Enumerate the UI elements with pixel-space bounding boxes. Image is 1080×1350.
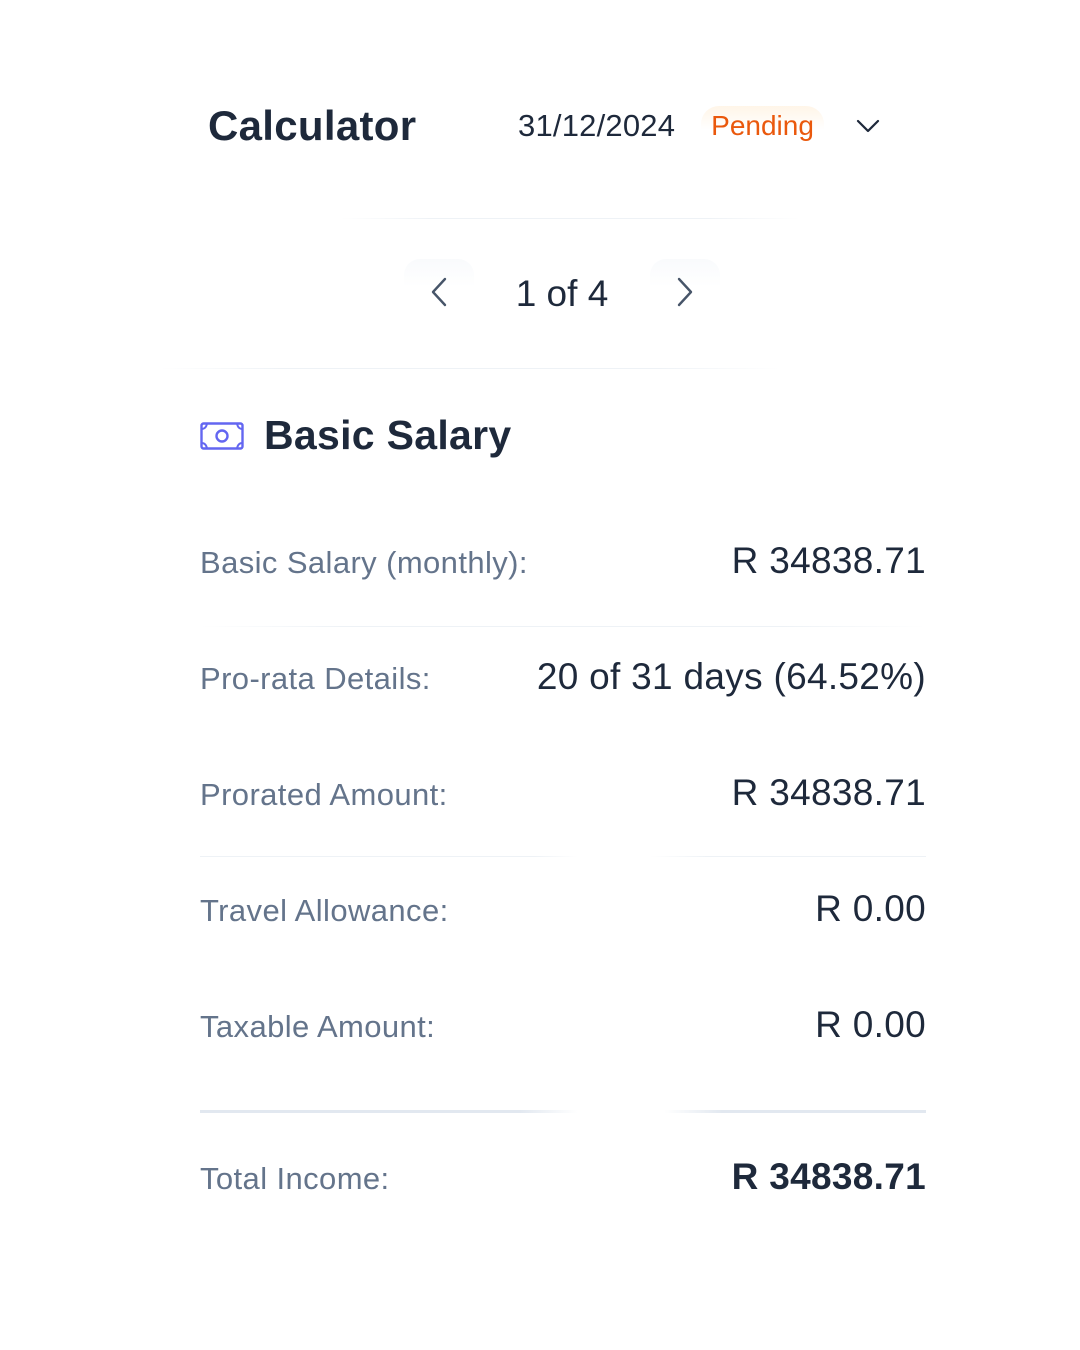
detail-row-travel-allowance xyxy=(200,888,926,930)
section-header xyxy=(200,412,512,459)
date-value: 31/12/2024 xyxy=(518,108,676,143)
row-divider xyxy=(200,856,926,857)
detail-row-basic-salary xyxy=(200,540,926,582)
banknote-icon xyxy=(200,421,246,451)
next-page-button[interactable] xyxy=(650,259,720,329)
row-value: R 0.00 xyxy=(815,1004,926,1045)
detail-row-taxable-amount xyxy=(200,1004,926,1046)
row-value: 20 of 31 days (64.52%) xyxy=(536,656,926,697)
row-label: Basic Salary (monthly): xyxy=(200,545,528,580)
row-label: Pro-rata Details: xyxy=(200,661,431,696)
pagination xyxy=(404,256,724,332)
pager-divider xyxy=(160,368,780,369)
page-title: Calculator xyxy=(208,102,417,149)
total-income-row xyxy=(200,1156,926,1198)
row-label: Travel Allowance: xyxy=(200,893,449,928)
status-badge: Pending xyxy=(701,106,824,146)
page-indicator: 1 of 4 xyxy=(515,273,609,314)
row-value: R 0.00 xyxy=(815,888,926,929)
detail-row-pro-rata xyxy=(200,656,926,698)
row-label: Taxable Amount: xyxy=(200,1009,436,1044)
previous-page-button[interactable] xyxy=(404,259,474,329)
total-divider xyxy=(200,1110,926,1113)
row-value: R 34838.71 xyxy=(731,772,926,813)
date-selector[interactable] xyxy=(508,98,892,154)
chevron-left-icon xyxy=(430,277,448,312)
detail-row-prorated-amount xyxy=(200,772,926,814)
header-divider xyxy=(340,218,800,219)
row-divider xyxy=(200,626,926,627)
chevron-down-icon[interactable] xyxy=(854,112,882,140)
chevron-right-icon xyxy=(676,277,694,312)
total-label: Total Income: xyxy=(200,1161,390,1196)
header xyxy=(208,84,908,168)
row-value: R 34838.71 xyxy=(731,540,926,581)
total-value: R 34838.71 xyxy=(731,1156,926,1197)
row-label: Prorated Amount: xyxy=(200,777,448,812)
section-title: Basic Salary xyxy=(264,412,512,458)
